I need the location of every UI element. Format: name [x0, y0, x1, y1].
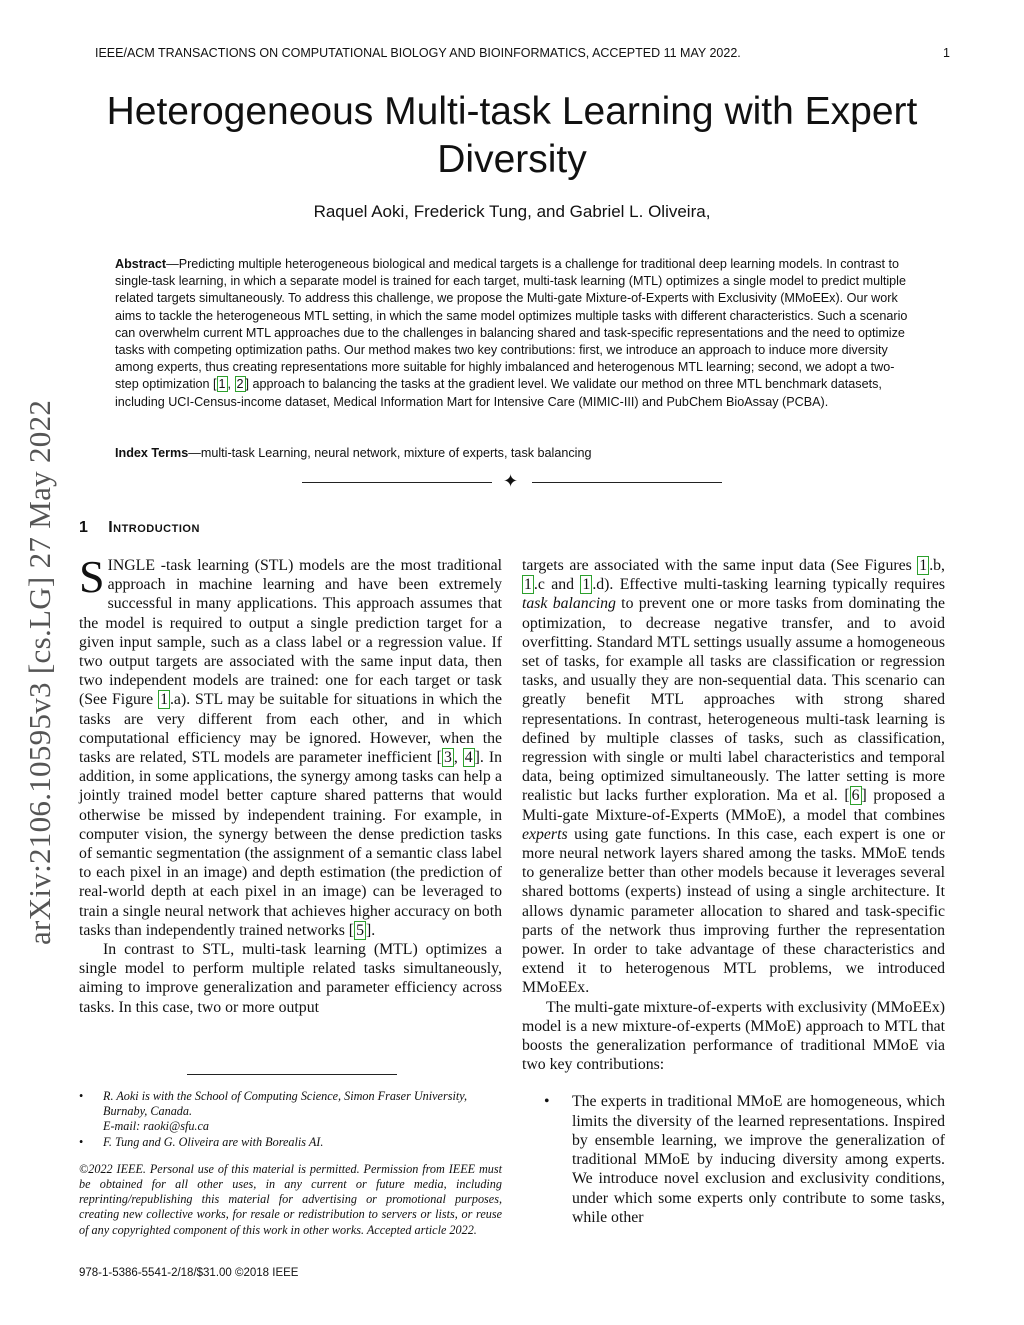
- index-terms-label: Index Terms: [115, 446, 189, 460]
- footnote: [79, 1135, 502, 1150]
- running-head: [95, 46, 950, 60]
- separator-line-left: [302, 482, 492, 483]
- first-word-rest: INGLE: [107, 557, 155, 574]
- arxiv-stamp: arXiv:2106.10595v3 [cs.LG] 27 May 2022: [22, 399, 57, 945]
- figure-link[interactable]: 1: [160, 691, 168, 709]
- section-number: 1: [79, 519, 89, 536]
- paragraph: The multi-gate mixture-of-experts with exclusivity (MMoEEx) model is a new mixture-of-experts (MMoE) approach to MTL that boosts the generalization performance of traditional MMoE via two key contributions:: [522, 998, 945, 1074]
- italic-term: task balancing: [522, 595, 616, 613]
- citation-link[interactable]: 5: [356, 921, 364, 939]
- text-run: to prevent one or more tasks from dominating the optimization, to decrease negative transfer, and to avoid overfitting. Standard MTL settings usually assume a homogeneous set of tasks, for example all tasks are classification or regression tasks, and usually they are non-sequential data. This scenario can greatly benefit MTL approaches with strong shared representations. In contrast, heterogeneous multi-task learning is defined by multiple classes of tasks, such as classification, regression with single or multi label characteristics and temporal data, being optimized simultaneously. The latter setting is more realistic but lacks further exploration. Ma et al. [: [522, 595, 945, 805]
- citation-link[interactable]: 6: [851, 787, 860, 805]
- footnote-text: F. Tung and G. Oliveira are with Borealis AI.: [103, 1134, 324, 1149]
- bullet-icon: •: [79, 1134, 84, 1149]
- page-number: 1: [943, 46, 950, 60]
- figure-link[interactable]: 1: [919, 557, 928, 574]
- text-run: targets are associated with the same input data (See Figures: [522, 557, 918, 574]
- dropcap: S: [79, 551, 105, 602]
- isbn-footer: 978-1-5386-5541-2/18/$31.00 ©2018 IEEE: [79, 1267, 299, 1279]
- text-run: ]. In addition, in some applications, the synergy among tasks can help a jointly trained model better capture shared patterns that would otherwise be missed by independent training. For example, in computer vision, the synergy between the dense prediction tasks of semantic segmentation (the assignment of a semantic class label to each pixel in an image) and depth estimation (the prediction of real-world depth at each pixel in an image) can be leveraged to train a single neural network that achieves higher accuracy on both tasks than independently trained networks [: [79, 749, 503, 939]
- section-heading: [79, 519, 200, 537]
- citation-link[interactable]: 4: [464, 749, 473, 767]
- separator-ornament-icon: ✦: [503, 471, 519, 491]
- paragraph: [79, 551, 503, 940]
- paragraph: [522, 556, 945, 998]
- bullet-icon: •: [544, 1093, 550, 1111]
- index-terms-text: —multi-task Learning, neural network, mixture of experts, task balancing: [188, 446, 592, 460]
- journal-header: IEEE/ACM TRANSACTIONS ON COMPUTATIONAL BIOLOGY AND BIOINFORMATICS, ACCEPTED 11 MAY 2022.: [95, 46, 741, 60]
- abstract-text-2: ] approach to balancing the tasks at the gradient level. We validate our method on three MTL benchmark datasets, including UCI-Census-income dataset, Medical Information Mart for Intensive Care (MIMIC-III) and PubChem BioAssay (PCBA).: [115, 377, 882, 409]
- right-column: [522, 556, 945, 1227]
- figure-link[interactable]: 1: [582, 576, 591, 594]
- index-terms: [115, 446, 915, 460]
- text-run: using gate functions. In this case, each expert is one or more neural network layers shared among the tasks. MMoE tends to generalize better than other models because it leverages several shared bottoms (experts) instead of using a single architecture. It allows dynamic parameter allocation to shared and task-specific parts of the network thus improving further the representation power. In order to take advantage of these characteristics and extend it to heterogenous MTL problems, we introduced MMoEEx.: [522, 825, 945, 997]
- text-run: ].: [365, 921, 376, 939]
- separator-line-right: [532, 482, 722, 483]
- citation-link[interactable]: 3: [443, 749, 452, 767]
- text-run: .b,: [929, 557, 945, 574]
- bullet-icon: •: [79, 1089, 84, 1103]
- section-title: Introduction: [108, 519, 200, 536]
- footnote-email: E-mail: raoki@sfu.ca: [103, 1119, 209, 1134]
- italic-term: experts: [522, 825, 568, 843]
- author-list: Raquel Aoki, Frederick Tung, and Gabriel L. Oliveira,: [313, 202, 711, 221]
- paper-title: Heterogeneous Multi-task Learning with Expert Diversity: [106, 90, 918, 181]
- list-item: [522, 1092, 945, 1226]
- footnote-rule: [187, 1074, 397, 1075]
- abstract-text-1: —Predicting multiple heterogeneous biological and medical targets is a challenge for traditional deep learning models. In contrast to single-task learning, in which a separate model is trained for each target, multi-task learning (MTL) optimizes a single model to predict multiple related targets simultaneously. To address this challenge, we propose the Multi-gate Mixture-of-Experts with Exclusivity (MMoEEx). Our work aims to tackle the heterogeneous MTL setting, in which the same model optimizes multiple tasks with different characteristics. Such a scenario can overwhelm current MTL approaches due to the challenges in balancing shared and task-specific representations and the need to optimize tasks with competing optimization paths. Our method makes two key contributions: first, we introduce an approach to induce more diversity among experts, thus creating representations more suitable for highly imbalanced and heterogenous MTL learning; second, we adopt a two-step optimization [: [115, 257, 908, 392]
- text-run: .d). Effective multi-tasking learning typically requires: [592, 576, 945, 594]
- text-run: ,: [453, 749, 463, 767]
- text-run: .c and: [533, 576, 581, 594]
- footnote-text: R. Aoki is with the School of Computing Science, Simon Fraser University, Burnaby, Canada.: [103, 1089, 467, 1119]
- citation-sep: ,: [227, 377, 235, 392]
- text-run: .a). STL may be suitable for situations in which the tasks are very different from each other, and in which computational efficiency may be ignored. However, when the tasks are related, STL models are parameter inefficient [: [79, 691, 502, 767]
- abstract-label: Abstract: [115, 257, 167, 271]
- text-run: -task learning (STL) models are the most traditional approach in machine learning and have been extremely successful in many applications. This approach assumes that the model is required to output a single prediction target for a given input sample, such as a class label or a regression value. If two output targets are associated with the same input data, then two independent models are trained: one for each target or task (See Figure: [79, 557, 502, 709]
- figure-link[interactable]: 1: [524, 576, 532, 594]
- paragraph: In contrast to STL, multi-task learning (MTL) optimizes a single model to perform multiple related tasks simultaneously, aiming to improve generalization and parameter efficiency across tasks. In this case, two or more output: [79, 941, 502, 1016]
- list-item-text: The experts in traditional MMoE are homogeneous, which limits the diversity of the learned representations. Inspired by ensemble learning, we improve the generalization of traditional MMoE by inducing diversity among experts. We introduce novel exclusion and exclusivity conditions, under which some experts only contribute to some tasks, while other: [572, 1093, 945, 1226]
- text-run: ] proposed a Multi-gate Mixture-of-Experts (MMoE), a model that combines: [522, 787, 945, 824]
- citation-link[interactable]: 1: [218, 377, 226, 392]
- left-column: [79, 551, 503, 1017]
- abstract: [115, 256, 915, 411]
- footnote: [79, 1089, 502, 1135]
- citation-link[interactable]: 2: [236, 377, 244, 392]
- footnotes: [79, 1089, 502, 1238]
- copyright-notice: ©2022 IEEE. Personal use of this material is permitted. Permission from IEEE must be obtained for all other uses, in any current or future media, including reprinting/republishing this material for advertising or promotional purposes, creating new collective works, for resale or redistribution to servers or lists, or reuse of any copyrighted component of this work in other works. Accepted article 2022.: [79, 1161, 502, 1237]
